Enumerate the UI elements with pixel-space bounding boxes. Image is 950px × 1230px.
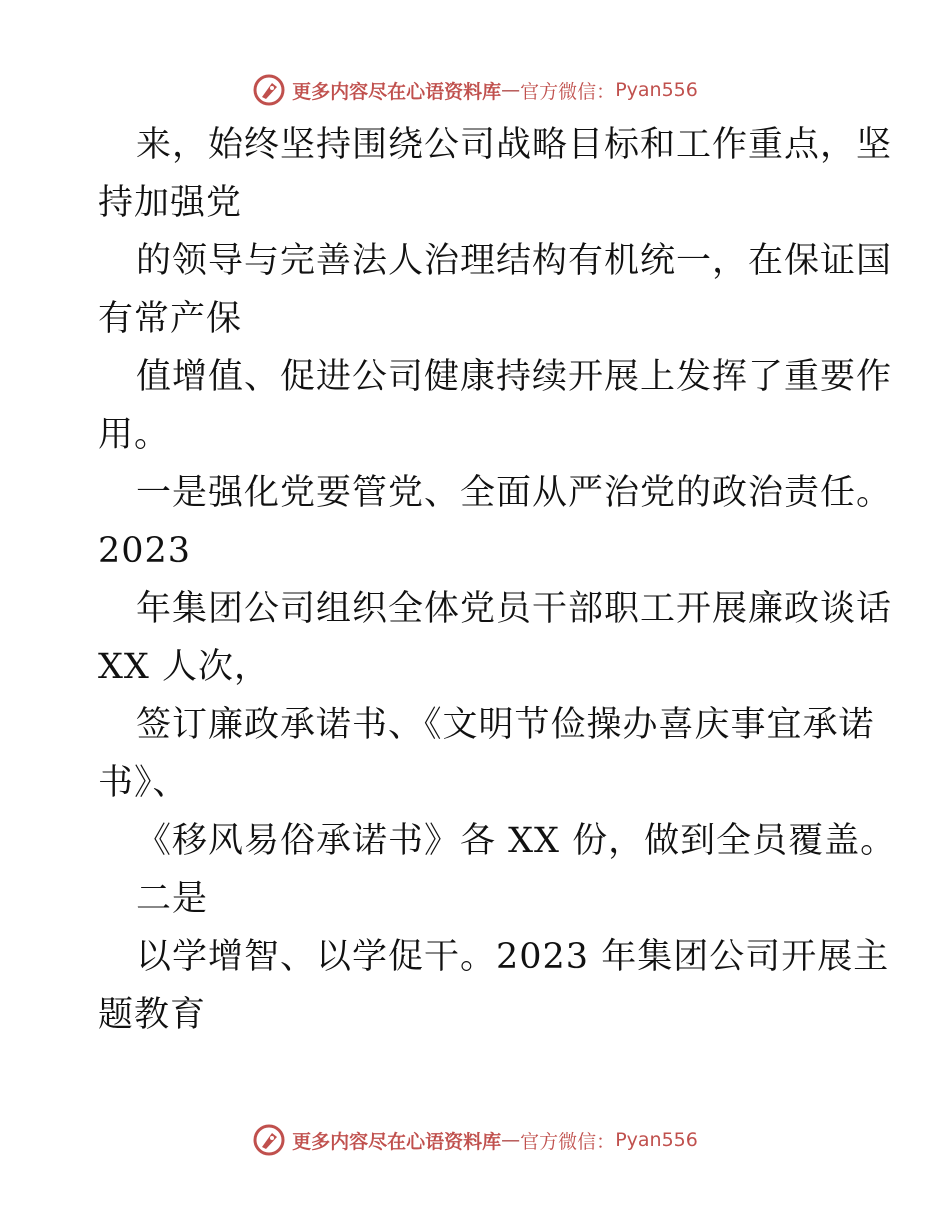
body-line: 二是 [136, 879, 209, 919]
banner-brand-text: 更多内容尽在心语资料库 [292, 80, 502, 103]
header-watermark-banner [0, 70, 950, 110]
body-line: XX 人次， [98, 647, 270, 687]
body-line: 题教育 [98, 995, 207, 1035]
footer-watermark-banner [0, 1120, 950, 1160]
pen-nib-logo-icon [252, 73, 286, 107]
body-line: 以学增智、以学促干。2023 年集团公司开展主 [136, 937, 890, 977]
banner-separator: — [501, 1129, 521, 1151]
body-line: 值增值、促进公司健康持续开展上发挥了重要作 [136, 357, 893, 397]
document-body [98, 116, 897, 1044]
body-line: 有常产保 [98, 299, 243, 339]
banner-wechat-id: Pyan556 [615, 1129, 698, 1151]
body-line: 用。 [98, 415, 171, 455]
pen-nib-logo-icon [252, 1123, 286, 1157]
body-line: 年集团公司组织全体党员干部职工开展廉政谈话 [136, 589, 893, 629]
banner-wechat-label: 官方微信： [520, 80, 616, 103]
body-line: 的领导与完善法人治理结构有机统一，在保证国 [136, 241, 893, 281]
body-line: 书》、 [98, 763, 189, 803]
banner-separator: — [501, 79, 521, 101]
body-line: 《移风易俗承诺书》各 XX 份，做到全员覆盖。 [136, 821, 897, 861]
body-line: 持加强党 [98, 183, 243, 223]
body-line: 2023 [98, 531, 192, 571]
body-line: 签订廉政承诺书、《文明节俭操办喜庆事宜承诺 [136, 705, 875, 745]
body-line: 一是强化党要管党、全面从严治党的政治责任。 [136, 473, 893, 513]
banner-wechat-id: Pyan556 [615, 79, 698, 101]
banner-brand-text: 更多内容尽在心语资料库 [292, 1130, 502, 1153]
body-line: 来，始终坚持围绕公司战略目标和工作重点，坚 [136, 125, 893, 165]
banner-wechat-label: 官方微信： [520, 1130, 616, 1153]
